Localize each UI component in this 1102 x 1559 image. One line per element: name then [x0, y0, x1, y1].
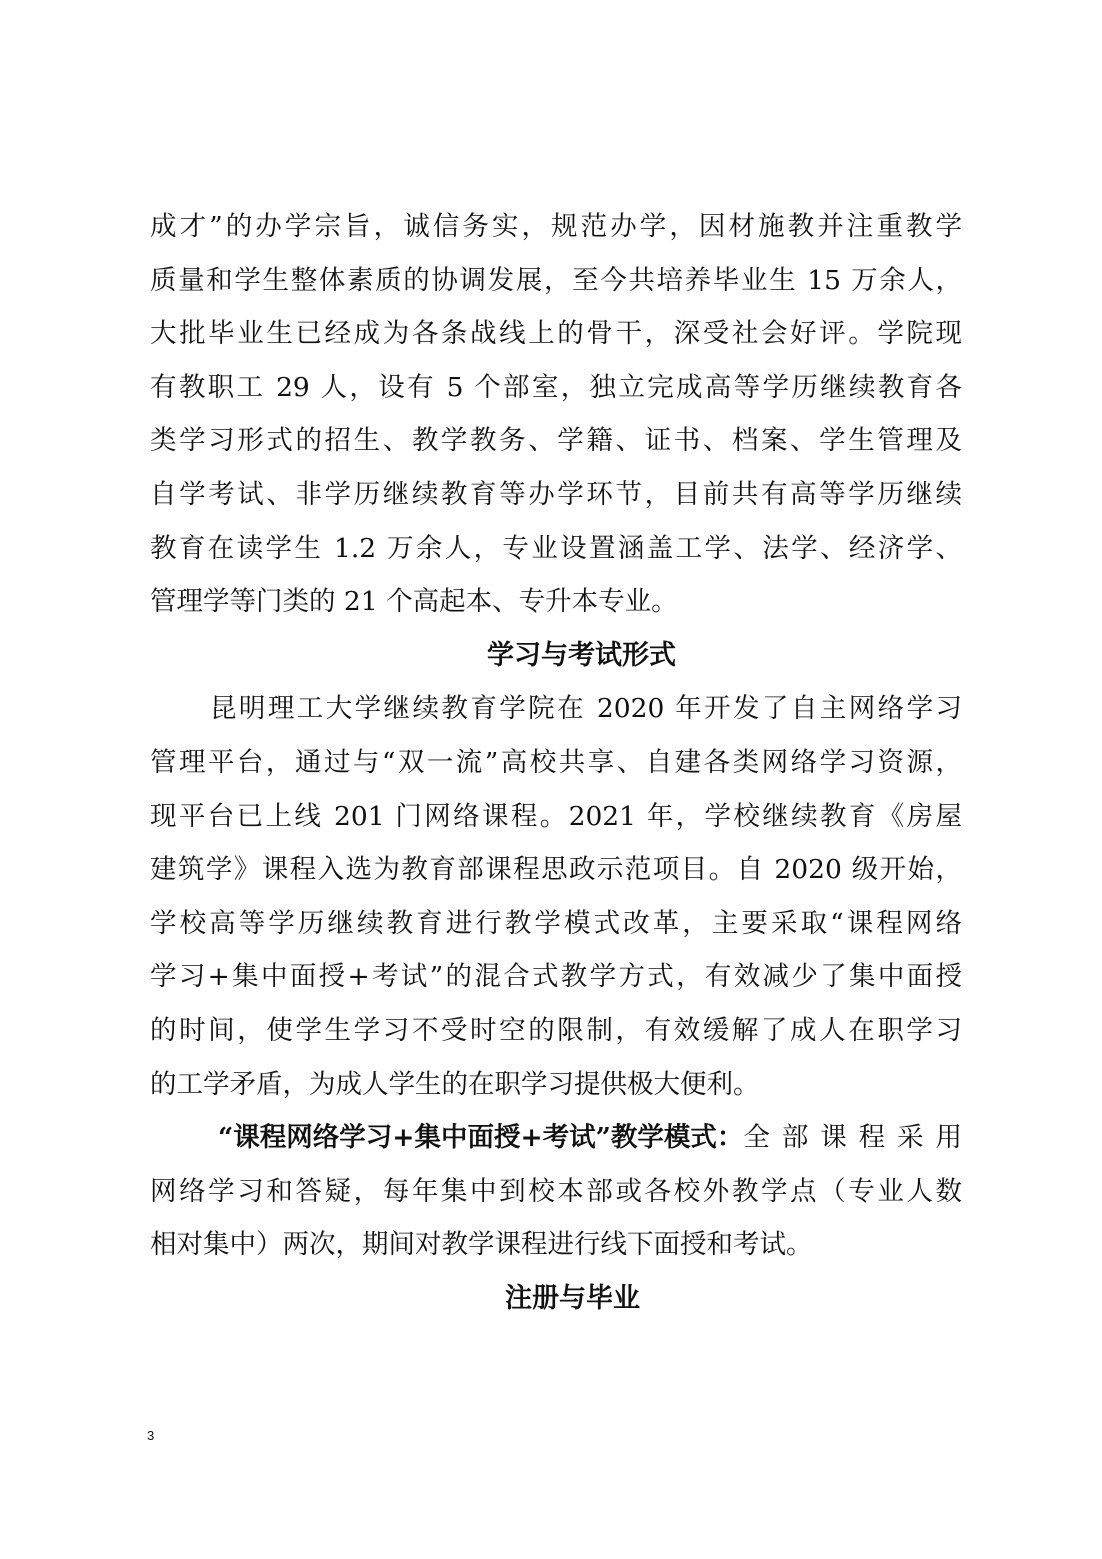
document-body [150, 200, 962, 1325]
text-line: 质量和学生整体素质的协调发展，至今共培养毕业生 15 万余人， [150, 264, 962, 296]
text-line: 管理平台，通过与“双一流”高校共享、自建各类网络学习资源， [150, 746, 962, 778]
text-line: 的时间，使学生学习不受时空的限制，有效缓解了成人在职学习 [150, 1014, 962, 1046]
text-line: 自学考试、非学历继续教育等办学环节，目前共有高等学历继续 [150, 478, 962, 510]
text-line: 学校高等学历继续教育进行教学模式改革，主要采取“课程网络 [150, 907, 962, 939]
text-line [150, 1111, 962, 1165]
text-line: 大批毕业生已经成为各条战线上的骨干，深受社会好评。学院现 [150, 318, 962, 350]
section-heading: 学习与考试形式 [487, 639, 676, 671]
text-line: 有教职工 29 人，设有 5 个部室，独立完成高等学历继续教育各 [150, 371, 962, 403]
text-line: 网络学习和答疑，每年集中到校本部或各校外教学点（专业人数 [150, 1175, 962, 1207]
text-line: 类学习形式的招生、教学教务、学籍、证书、档案、学生管理及 [150, 425, 962, 457]
text-line: 相对集中）两次，期间对教学课程进行线下面授和考试。 [150, 1229, 813, 1261]
text-line: 教育在读学生 1.2 万余人，专业设置涵盖工学、法学、经济学、 [150, 532, 962, 564]
text-line: 现平台已上线 201 门网络课程。2021 年，学校继续教育《房屋 [150, 800, 962, 832]
section-heading: 注册与毕业 [505, 1282, 640, 1314]
text-span: 全部课程采用 [743, 1122, 962, 1154]
text-line: 建筑学》课程入选为教育部课程思政示范项目。自 2020 级开始， [150, 854, 962, 886]
text-line: 学习+集中面授+考试”的混合式教学方式，有效减少了集中面授 [150, 961, 962, 993]
text-line: 的工学矛盾，为成人学生的在职学习提供极大便利。 [150, 1068, 760, 1100]
text-line: 昆明理工大学继续教育学院在 2020 年开发了自主网络学习 [210, 693, 962, 725]
text-line: 管理学等门类的 21 个高起本、专升本专业。 [150, 586, 678, 618]
page-number: 3 [147, 1428, 155, 1443]
text-line: 成才”的办学宗旨，诚信务实，规范办学，因材施教并注重教学 [150, 211, 962, 242]
bold-lead: “课程网络学习+集中面授+考试”教学模式： [218, 1122, 744, 1154]
